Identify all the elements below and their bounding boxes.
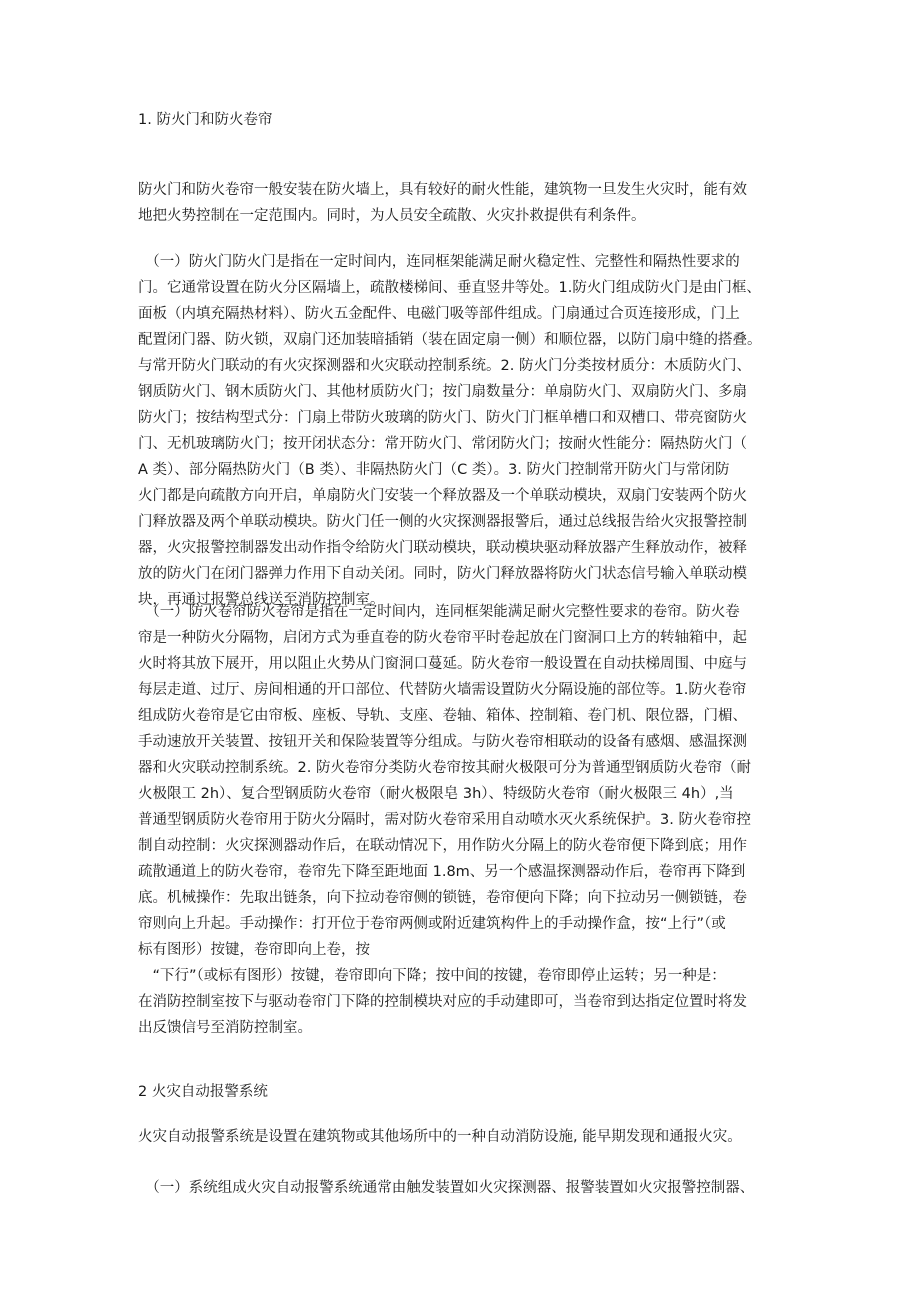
door-line: 与常开防火门联动的有火灾探测器和火灾联动控制系统。2. 防火门分类按材质分：木质防火门、 — [138, 358, 751, 374]
shutter-line: 帘是一种防火分隔物，启闭方式为垂直卷的防火卷帘平时卷起放在门窗洞口上方的转轴箱中，起 — [138, 630, 747, 646]
shutter-line: 疏散通道上的防火卷帘，卷帘先下降至距地面 1.8m、另一个感温探测器动作后，卷帘再下降到 — [138, 864, 746, 880]
door-line: 器，火灾报警控制器发出动作指令给防火门联动模块，联动模块驱动释放器产生释放动作，被释 — [138, 540, 747, 556]
shutter-line: 器和火灾联动控制系统。2. 防火卷帘分类防火卷帘按其耐火极限可分为普通型钢质防火卷帘（耐 — [138, 760, 751, 776]
shutter-line: 底。机械操作：先取出链条，向下拉动卷帘侧的锁链，卷帘便向下降；向下拉动另一侧锁链，卷 — [138, 890, 747, 906]
door-line: 钢质防火门、钢木质防火门、其他材质防火门；按门扇数量分：单扇防火门、双扇防火门、多扇 — [138, 384, 747, 400]
door-line: 防火门；按结构型式分：门扇上带防火玻璃的防火门、防火门门框单槽口和双槽口、带亮窗防火 — [138, 410, 747, 426]
intro-line: 防火门和防火卷帘一般安装在防火墙上，具有较好的耐火性能，建筑物一旦发生火灾时，能有效 — [138, 182, 747, 198]
door-line: 块，再通过报警总线送至消防控制室。 — [138, 592, 385, 608]
section-1-title: 1. 防火门和防火卷帘 — [138, 112, 273, 128]
shutter-line: 火时将其放下展开，用以阻止火势从门窗洞口蔓延。防火卷帘一般设置在自动扶梯周围、中庭与 — [138, 656, 747, 672]
door-line: 放的防火门在闭门器弹力作用下自动关闭。同时，防火门释放器将防火门状态信号输入单联动模 — [138, 566, 747, 582]
shutter-line: 每层走道、过厅、房间相通的开口部位、代替防火墙需设置防火分隔设施的部位等。1.防火卷帘 — [138, 682, 747, 698]
shutter-line: 火极限工 2h）、复合型钢质防火卷帘（耐火极限皂 3h）、特级防火卷帘（耐火极限三 4h）,当 — [138, 786, 734, 802]
door-line: 门。它通常设置在防火分区隔墙上，疏散楼梯间、垂直竖井等处。1.防火门组成防火门是由门框、 — [138, 280, 761, 296]
door-line: 门、无机玻璃防火门；按开闭状态分：常开防火门、常闭防火门；按耐火性能分：隔热防火门（ — [138, 436, 747, 452]
shutter-line: “下行”（或标有图形）按键，卷帘即向下降；按中间的按键，卷帘即停止运转；另一种是： — [138, 968, 726, 984]
shutter-line: 普通型钢质防火卷帘用于防火分隔时，需对防火卷帘采用自动喷水灭火系统保护。3. 防火卷帘控 — [138, 812, 751, 828]
door-line: 火门都是向疏散方向开启，单扇防火门安装一个释放器及一个单联动模块，双扇门安装两个防火 — [138, 488, 747, 504]
shutter-line: （一）防火卷帘防火卷帘是指在一定时间内，连同框架能满足耐火完整性要求的卷帘。防火卷 — [138, 604, 740, 620]
section-2-title: 2 火灾自动报警系统 — [138, 1084, 268, 1100]
intro-line: 地把火势控制在一定范围内。同时，为人员安全疏散、火灾扑救提供有利条件。 — [138, 208, 646, 224]
door-line: 面板（内填充隔热材料）、防火五金配件、电磁门吸等部件组成。门扇通过合页连接形成，门上 — [138, 306, 740, 322]
shutter-line: 手动速放开关装置、按钮开关和保险装置等分组成。与防火卷帘相联动的设备有感烟、感温探测 — [138, 734, 747, 750]
shutter-line: 出反馈信号至消防控制室。 — [138, 1020, 312, 1036]
shutter-line: 在消防控制室按下与驱动卷帘门下降的控制模块对应的手动建即可，当卷帘到达指定位置时将发 — [138, 994, 747, 1010]
door-line: 门释放器及两个单联动模块。防火门任一侧的火灾探测器报警后，通过总线报告给火灾报警控制 — [138, 514, 747, 530]
shutter-line: 标有图形）按键，卷帘即向上卷，按 — [138, 942, 370, 958]
shutter-line: 制自动控制：火灾探测器动作后，在联动情况下，用作防火分隔上的防火卷帘便下降到底；用作 — [138, 838, 747, 854]
door-line: A 类）、部分隔热防火门（B 类）、非隔热防火门（C 类）。3. 防火门控制常开防火门与常闭防 — [138, 462, 730, 478]
alarm-intro-line: 火灾自动报警系统是设置在建筑物或其他场所中的一种自动消防设施, 能早期发现和通报火灾。 — [138, 1129, 742, 1145]
shutter-line: 组成防火卷帘是它由帘板、座板、导轨、支座、卷轴、箱体、控制箱、卷门机、限位器，门楣、 — [138, 708, 747, 724]
door-line: （一）防火门防火门是指在一定时间内，连同框架能满足耐火稳定性、完整性和隔热性要求的 — [138, 254, 740, 270]
shutter-line: 帘则向上升起。手动操作：打开位于卷帘两侧或附近建筑构件上的手动操作盒，按“上行”（或 — [138, 916, 726, 932]
door-line: 配置闭门器、防火锁，双扇门还加装暗插销（装在固定扇一侧）和顺位器，以防门扇中缝的搭叠。 — [138, 332, 762, 348]
composition-line: （一）系统组成火灾自动报警系统通常由触发装置如火灾探测器、报警装置如火灾报警控制器、 — [138, 1180, 755, 1196]
